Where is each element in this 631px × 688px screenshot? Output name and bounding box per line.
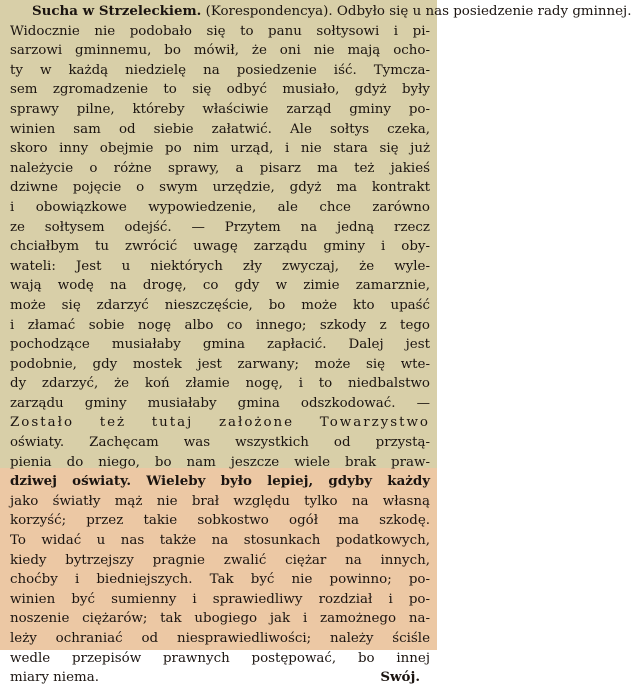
article-line: Zostało też tutaj założone Towarzystwo bbox=[10, 415, 430, 431]
closing-line bbox=[10, 668, 430, 688]
article-line: wateli: Jest u niektórych zły zwyczaj, że wyle- bbox=[10, 258, 430, 274]
article-line: skoro inny obejmie po nim urząd, i nie stara się już bbox=[10, 141, 430, 157]
article-line: pienia do niego, bo nam jeszcze wiele brak praw- bbox=[10, 454, 430, 470]
article-line: należycie o różne sprawy, a pisarz ma też jakieś bbox=[10, 160, 430, 176]
article-line: sem zgromadzenie to się odbyć musiało, gdyż były bbox=[10, 82, 430, 98]
article-line: ty w każdą niedzielę na posiedzenie iść. Tymcza- bbox=[10, 62, 430, 78]
article-line: może się zdarzyć nieszczęście, bo może kto upaść bbox=[10, 297, 430, 313]
article-line: miary niema. bbox=[10, 670, 99, 686]
article-line: kiedy bytrzejszy pragnie zwalić ciężar na innych, bbox=[10, 552, 430, 568]
article-line: dziwne pojęcie o swym urzędzie, gdyż ma kontrakt bbox=[10, 180, 430, 196]
article-line: leży ochraniać od niesprawiedliwości; należy ściśle bbox=[10, 631, 430, 646]
article-line: winien być sumienny i sprawiedliwy rozdział i po- bbox=[10, 591, 430, 607]
article-line: Widocznie nie podobało się to panu sołtysowi i pi- bbox=[10, 23, 430, 39]
article-line: To widać u nas także na stosunkach podatkowych, bbox=[10, 533, 430, 549]
article-line: Sucha w Strzeleckiem. (Korespondencya). Odbyło się u nas posiedzenie rady gminnej. bbox=[32, 3, 631, 19]
article-line: sarzowi gminnemu, bo mówił, że oni nie mają ocho- bbox=[10, 43, 430, 59]
article-line: wedle przepisów prawnych postępować, bo innej bbox=[10, 650, 430, 666]
article-line: chciałbym tu zwrócić uwagę zarządu gminy i oby- bbox=[10, 239, 430, 255]
article-line: i złamać sobie nogę albo co innego; szkody z tego bbox=[10, 317, 430, 333]
article-line: zarządu gminy musiałaby gmina odszkodować. — bbox=[10, 395, 430, 411]
article-line: jako światły mąż nie brał względu tylko na własną bbox=[10, 493, 430, 509]
article-line: ze sołtysem odejść. — Przytem na jedną rzecz bbox=[10, 219, 430, 235]
article-line: noszenie ciężarów; tak ubogiego jak i zamożnego na- bbox=[10, 611, 430, 627]
article-line: sprawy pilne, któreby właściwie zarząd gminy po- bbox=[10, 101, 430, 117]
article-line: dy zdarzyć, że koń złamie nogę, i to niedbalstwo bbox=[10, 376, 430, 392]
article-line: oświaty. Zachęcam was wszystkich od przystą- bbox=[10, 435, 430, 451]
article-line: korzyść; przez takie sobkostwo ogół ma szkodę. bbox=[10, 513, 430, 529]
article-line: pochodzące musiałaby gmina zapłacić. Dalej jest bbox=[10, 337, 430, 353]
article-column bbox=[10, 2, 631, 688]
article-line: wają wodę na drogę, co gdy w zimie zamarznie, bbox=[10, 278, 430, 294]
article-line: dziwej oświaty. Wieleby było lepiej, gdyby każdy bbox=[10, 473, 430, 490]
article-line: podobnie, gdy mostek jest zarwany; może się wte- bbox=[10, 356, 430, 372]
article-dateline: Sucha w Strzeleckiem. bbox=[32, 3, 202, 19]
article-line: winien sam od siebie załatwić. Ale sołtys czeka, bbox=[10, 121, 430, 137]
article-line: choćby i biedniejszych. Tak być nie powinno; po- bbox=[10, 572, 430, 588]
signature: Swój. bbox=[380, 669, 420, 686]
article-line: i obowiązkowe wypowiedzenie, ale chce zarówno bbox=[10, 199, 430, 215]
